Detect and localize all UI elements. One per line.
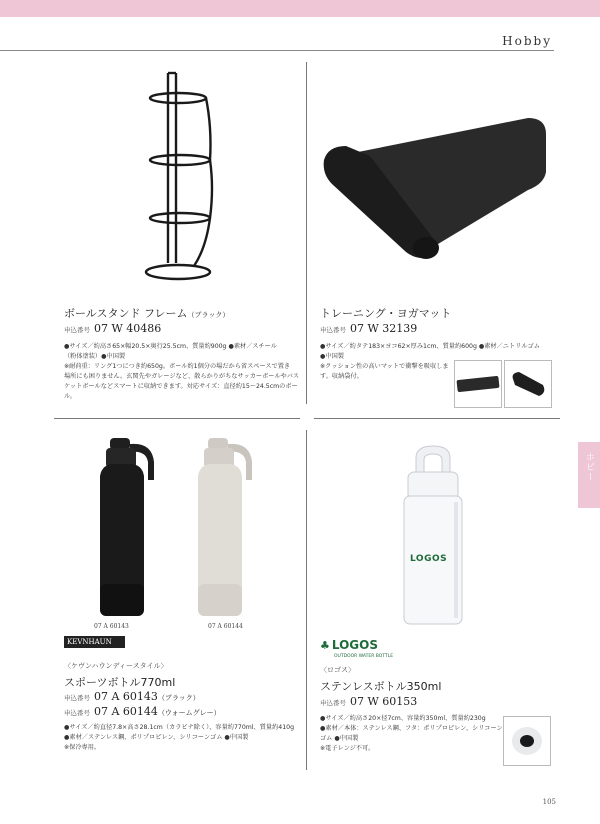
logos-logo: ♣ LOGOS [320,638,378,652]
logos-bottle-print: LOGOS [410,554,448,564]
ball-stand-description: ●サイズ／約高さ65×幅20.5×奥行25.5cm、質量約900g ●素材／スチール （粉体塗装）●中国製 ※耐荷重：リング1つにつき約650g。ボール約1個分の場だから省スペースで置き 場所にも困りません。玄関先やガレージなど、散らかりがちなサッカーボールやバス ケットボールなどスマートに収納できます。対応サイズ：直径約15～24.5cmのボー ル。 [64,343,300,400]
sports-bottle-code-1: 申込番号 07 A 60143（ブラック） [64,690,200,703]
sports-bottle-name: スポーツボトル770ml [64,676,176,689]
yoga-mat-name: トレーニング・ヨガマット [320,307,452,320]
row-divider-left [54,418,300,419]
side-tab-hobby[interactable] [578,442,600,508]
sports-bottle-description: ●サイズ／約直径7.8×高さ28.1cm（カラビナ除く）、容量約770ml、質量約410g ●素材／ステンレス鋼、ポリプロピレン、シリコーンゴム ●中国製 ※保冷専用。 [64,724,295,751]
kevnhaun-logo: KEVNHAUN [64,636,125,648]
yoga-mat-image [318,112,550,262]
logos-bottle-image [398,444,468,628]
sports-bottles-image [92,432,272,618]
sports-bottle-code-2: 申込番号 07 A 60144（ウォームグレー） [64,705,221,718]
top-accent-bar [0,0,600,17]
column-divider-top [306,62,307,404]
column-divider-bottom [306,430,307,770]
logos-bottle-name: ステンレスボトル350ml [320,680,442,693]
section-title: Hobby [502,34,552,48]
ball-stand-code: 申込番号 07 W 40486 [64,322,162,335]
logos-logo-tagline: OUTDOOR WATER BOTTLE [334,654,394,659]
header-rule [0,50,554,51]
yoga-mat-thumb-1 [454,360,502,408]
ball-stand-name: ボールスタンド フレーム（ブラック） [64,307,230,320]
bottle-label-black: 07 A 60143 [94,623,129,630]
row-divider-right [314,418,560,419]
yoga-mat-code: 申込番号 07 W 32139 [320,322,418,335]
leaf-icon: ♣ [320,639,330,652]
logos-bottle-thumb [503,716,551,766]
page-number: 105 [542,798,556,806]
logos-bottle-description: ●サイズ／約高さ20×径7cm、容量約350ml、質量約230g ●素材／本体：ステンレス鋼、フタ：ポリプロピレン、シリコーン ゴム ●中国製 ※電子レンジ不可。 [320,715,503,752]
bottle-label-grey: 07 A 60144 [208,623,243,630]
side-tab-label: ホビー [584,452,594,482]
yoga-mat-thumb-2 [504,360,552,408]
yoga-mat-description: ●サイズ／約タテ183×ヨコ62×厚み1cm、質量約600g ●素材／ニトリルゴム ●中国製 ※クッション性の高いマットで衝撃を吸収しま す。収納袋付。 [320,343,540,380]
logos-reading: 〈ロゴス〉 [320,666,355,674]
kevnhaun-reading: 〈ケヴンハウンディースタイル〉 [64,662,168,670]
logos-bottle-code: 申込番号 07 W 60153 [320,695,418,708]
ball-stand-image [140,68,230,288]
